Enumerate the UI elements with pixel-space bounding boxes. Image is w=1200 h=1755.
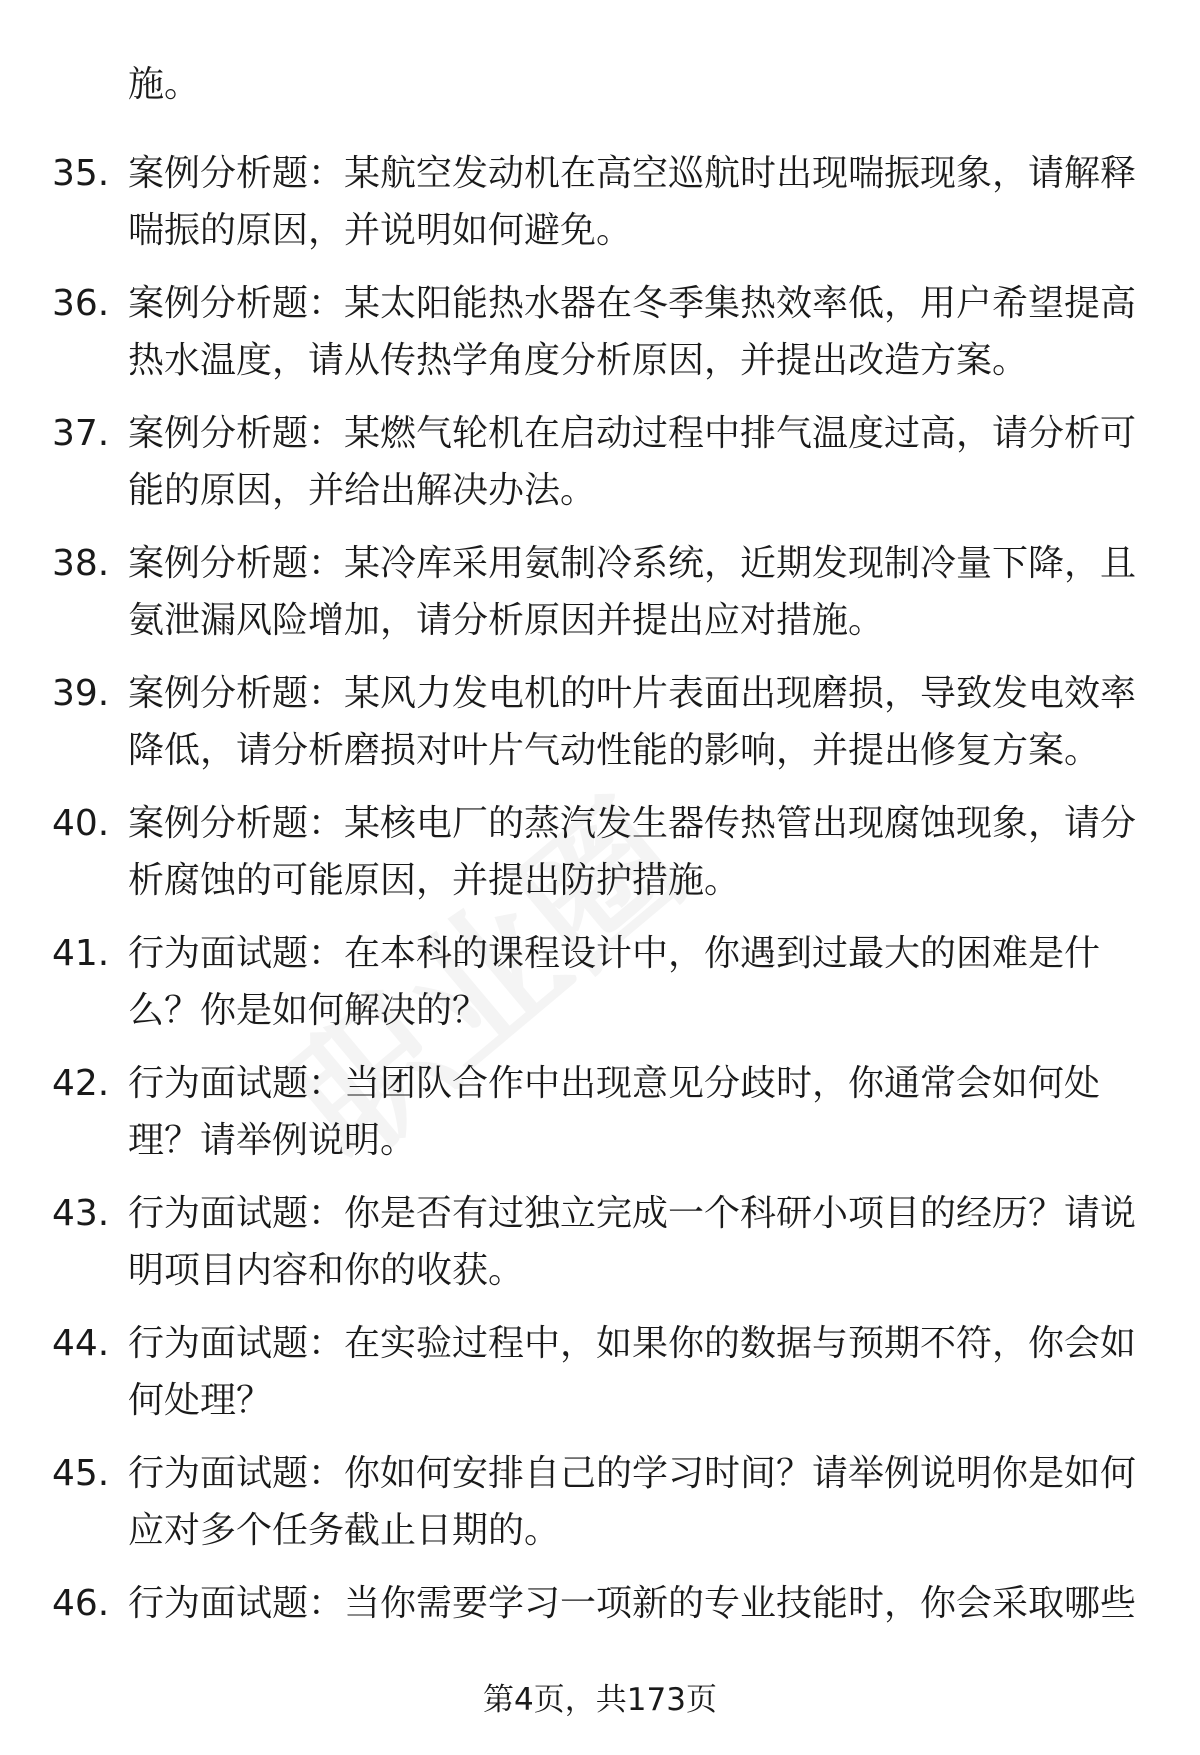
question-text: 行为面试题：你如何安排自己的学习时间？请举例说明你是如何应对多个任务截止日期的。 [128,1453,1137,1551]
question-number: 42. [52,1063,110,1104]
continuation-text: 施。 [128,64,201,105]
question-number: 40. [52,803,110,844]
question-text: 案例分析题：某风力发电机的叶片表面出现磨损，导致发电效率降低，请分析磨损对叶片气动性能的影响，并提出修复方案。 [128,673,1137,771]
question-number: 41. [52,933,110,974]
question-item [0,795,1200,925]
question-text: 案例分析题：某太阳能热水器在冬季集热效率低，用户希望提高热水温度，请从传热学角度分析原因，并提出改造方案。 [128,283,1137,381]
question-text: 行为面试题：在实验过程中，如果你的数据与预期不符，你会如何处理？ [128,1323,1137,1421]
question-item [0,405,1200,535]
question-number: 37. [52,413,110,454]
question-text: 案例分析题：某燃气轮机在启动过程中排气温度过高，请分析可能的原因，并给出解决办法。 [128,413,1137,511]
question-item [0,275,1200,405]
question-item [0,1315,1200,1445]
question-number: 46. [52,1583,110,1624]
question-item [0,1185,1200,1315]
question-text: 案例分析题：某核电厂的蒸汽发生器传热管出现腐蚀现象，请分析腐蚀的可能原因，并提出防护措施。 [128,803,1137,901]
question-number: 44. [52,1323,110,1364]
question-item [0,535,1200,665]
question-number: 35. [52,153,110,194]
question-text: 行为面试题：当你需要学习一项新的专业技能时，你会采取哪些 [128,1583,1137,1624]
question-item [0,665,1200,795]
question-number: 45. [52,1453,110,1494]
question-text: 行为面试题：当团队合作中出现意见分歧时，你通常会如何处理？请举例说明。 [128,1063,1101,1161]
question-number: 39. [52,673,110,714]
question-number: 38. [52,543,110,584]
question-item [0,925,1200,1055]
page-footer: 第4页，共173页 [483,1682,717,1718]
question-item [0,145,1200,275]
question-item [0,1445,1200,1575]
question-list [0,145,1200,1705]
question-number: 36. [52,283,110,324]
question-text: 行为面试题：你是否有过独立完成一个科研小项目的经历？请说明项目内容和你的收获。 [128,1193,1137,1291]
question-item [0,1055,1200,1185]
question-text: 案例分析题：某航空发动机在高空巡航时出现喘振现象，请解释喘振的原因，并说明如何避免。 [128,153,1137,251]
question-number: 43. [52,1193,110,1234]
question-text: 案例分析题：某冷库采用氨制冷系统，近期发现制冷量下降，且氨泄漏风险增加，请分析原因并提出应对措施。 [128,543,1137,641]
question-text: 行为面试题：在本科的课程设计中，你遇到过最大的困难是什么？你是如何解决的？ [128,933,1101,1031]
